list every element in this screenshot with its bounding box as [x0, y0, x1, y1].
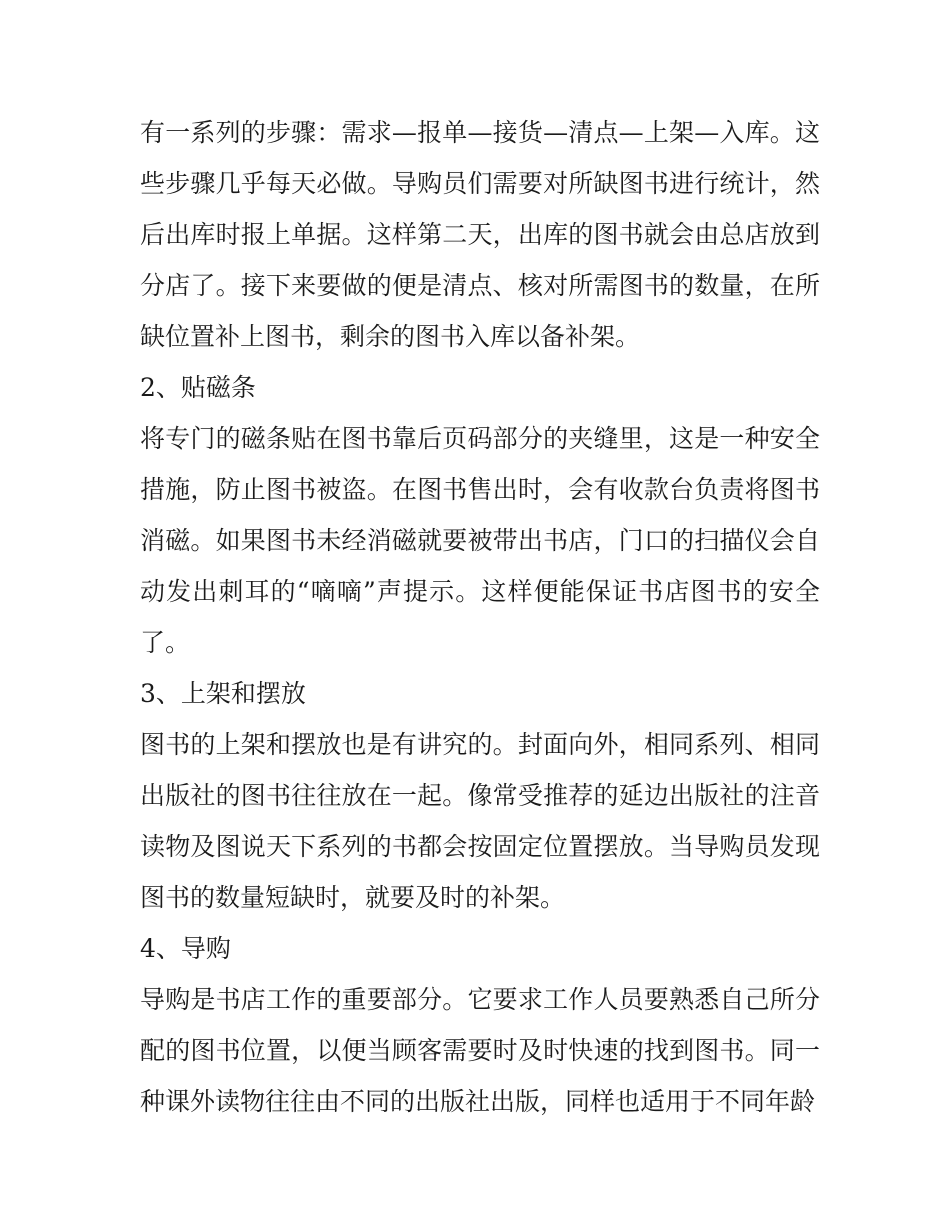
paragraph-workflow-steps: 有一系列的步骤：需求—报单—接货—清点—上架—入库。这些步骤几乎每天必做。导购员们需要对所缺图书进行统计，然后出库时报上单据。这样第二天，出库的图书就会由总店放到分店了。接下来要做的便是清点、核对所需图书的数量，在所缺位置补上图书，剩余的图书入库以备补架。	[140, 118, 820, 351]
section-heading-magnetic-strip: 2、贴磁条	[140, 373, 256, 402]
section-heading-shelving: 3、上架和摆放	[140, 679, 306, 708]
paragraph-shelving: 图书的上架和摆放也是有讲究的。封面向外，相同系列、相同出版社的图书往往放在一起。像常受推荐的延边出版社的注音读物及图说天下系列的书都会按固定位置摆放。当导购员发现图书的数量短缺时，就要及时的补架。	[140, 730, 820, 912]
paragraph-magnetic-strip: 将专门的磁条贴在图书靠后页码部分的夹缝里，这是一种安全措施，防止图书被盗。在图书售出时，会有收款台负责将图书消磁。如果图书未经消磁就要被带出书店，门口的扫描仪会自动发出刺耳的“嘀嘀”声提示。这样便能保证书店图书的安全了。	[140, 424, 820, 657]
section-heading-shopping-guide: 4、导购	[140, 934, 231, 963]
paragraph-shopping-guide: 导购是书店工作的重要部分。它要求工作人员要熟悉自己所分配的图书位置，以便当顾客需要时及时快速的找到图书。同一种课外读物往往由不同的出版社出版，同样也适用于不同年龄	[140, 985, 820, 1116]
document-body	[140, 107, 820, 1127]
